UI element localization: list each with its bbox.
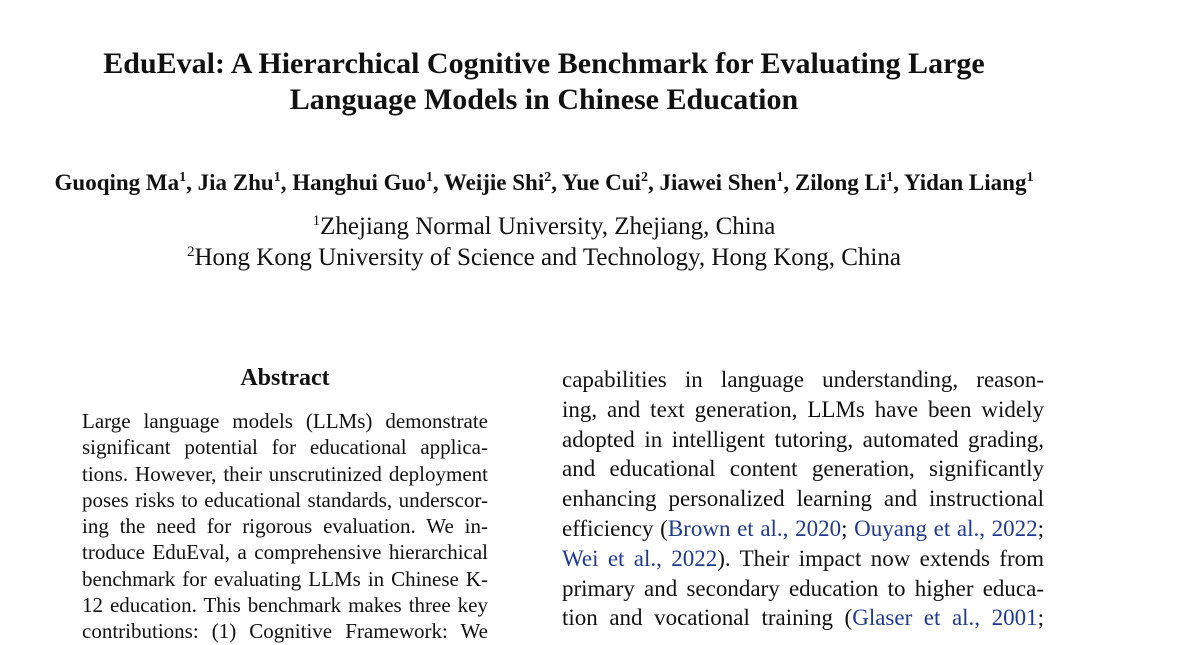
affiliation-mark: 2 xyxy=(187,244,195,260)
author-affiliation-mark: 1 xyxy=(1026,170,1034,185)
author-name: Weijie Shi xyxy=(443,170,545,195)
author-name: Zilong Li xyxy=(794,170,887,195)
affiliation-1 xyxy=(0,212,1088,242)
abstract-body xyxy=(82,408,488,645)
intro-text: tion and vocational training ( xyxy=(562,605,853,631)
abstract-line: contributions: (1) Cognitive Framework: We xyxy=(82,619,488,644)
intro-text: ). Their impact now extends from xyxy=(717,545,1045,571)
author-separator: , xyxy=(783,170,795,195)
abstract-line: significant potential for educational applica- xyxy=(82,435,488,460)
intro-body xyxy=(562,365,1044,633)
author-list xyxy=(0,168,1088,198)
intro-line: primary and secondary education to higher educa- xyxy=(562,575,1044,601)
author-affiliation-mark: 1 xyxy=(273,170,281,185)
abstract-line: tions. However, their unscrutinized deployment xyxy=(82,461,488,486)
author-affiliation-mark: 1 xyxy=(179,170,187,185)
abstract-line: poses risks to educational standards, underscor- xyxy=(82,487,488,512)
affiliation-text: Hong Kong University of Science and Technology, Hong Kong, China xyxy=(194,244,901,271)
author-separator: , xyxy=(280,170,293,195)
author-name: Hanghui Guo xyxy=(292,170,426,195)
author-affiliation-mark: 1 xyxy=(776,170,784,185)
author-affiliation-mark: 2 xyxy=(640,170,648,185)
author-separator: , xyxy=(893,170,904,195)
intro-line xyxy=(562,603,1044,633)
title-line-1: EduEval: A Hierarchical Cognitive Benchmark for Evaluating Large xyxy=(103,47,985,80)
intro-line xyxy=(562,544,1044,574)
affiliation-text: Zhejiang Normal University, Zhejiang, China xyxy=(320,213,776,240)
author-separator: , xyxy=(432,170,444,195)
citation-separator: ; xyxy=(1037,605,1045,631)
author-separator: , xyxy=(186,170,198,195)
author-name: Guoqing Ma xyxy=(54,170,180,195)
abstract-line: troduce EduEval, a comprehensive hierarchical xyxy=(82,540,488,565)
author-separator: , xyxy=(647,170,660,195)
author-name: Jiawei Shen xyxy=(659,170,777,195)
citation-link-wei[interactable]: Wei et al., 2022 xyxy=(562,545,718,571)
author-name: Yidan Liang xyxy=(903,170,1027,195)
intro-text: efficiency ( xyxy=(562,515,668,541)
author-separator: , xyxy=(551,170,562,195)
paper-title xyxy=(0,46,1088,118)
intro-line: capabilities in language understanding, reason- xyxy=(562,367,1044,392)
citation-separator: ; xyxy=(1037,515,1044,541)
intro-line: adopted in intelligent tutoring, automated grading, xyxy=(562,426,1044,452)
abstract-line: Large language models (LLMs) demonstrate xyxy=(82,409,488,433)
citation-link-ouyang[interactable]: Ouyang et al., 2022 xyxy=(854,515,1038,541)
abstract-line: 12 education. This benchmark makes three key xyxy=(82,593,488,618)
citation-link-glaser[interactable]: Glaser et al., 2001 xyxy=(852,605,1038,631)
author-name: Yue Cui xyxy=(561,170,641,195)
author-affiliation-mark: 1 xyxy=(886,170,894,185)
author-name: Jia Zhu xyxy=(197,170,274,195)
citation-separator: ; xyxy=(841,515,855,541)
author-affiliation-mark: 2 xyxy=(544,170,552,185)
intro-line: and educational content generation, significantly xyxy=(562,456,1044,482)
abstract-line: ing the need for rigorous evaluation. We in- xyxy=(82,514,488,539)
abstract-line: benchmark for evaluating LLMs in Chinese K- xyxy=(82,566,488,591)
intro-line: ing, and text generation, LLMs have been widely xyxy=(562,396,1044,422)
affiliation-mark: 1 xyxy=(312,213,321,229)
intro-line: enhancing personalized learning and instructional xyxy=(562,486,1044,512)
affiliation-2 xyxy=(0,243,1088,273)
title-line-2: Language Models in Chinese Education xyxy=(289,83,799,116)
author-affiliation-mark: 1 xyxy=(425,170,433,185)
abstract-heading: Abstract xyxy=(240,365,330,391)
citation-link-brown[interactable]: Brown et al., 2020 xyxy=(667,515,842,541)
intro-line xyxy=(562,514,1044,544)
